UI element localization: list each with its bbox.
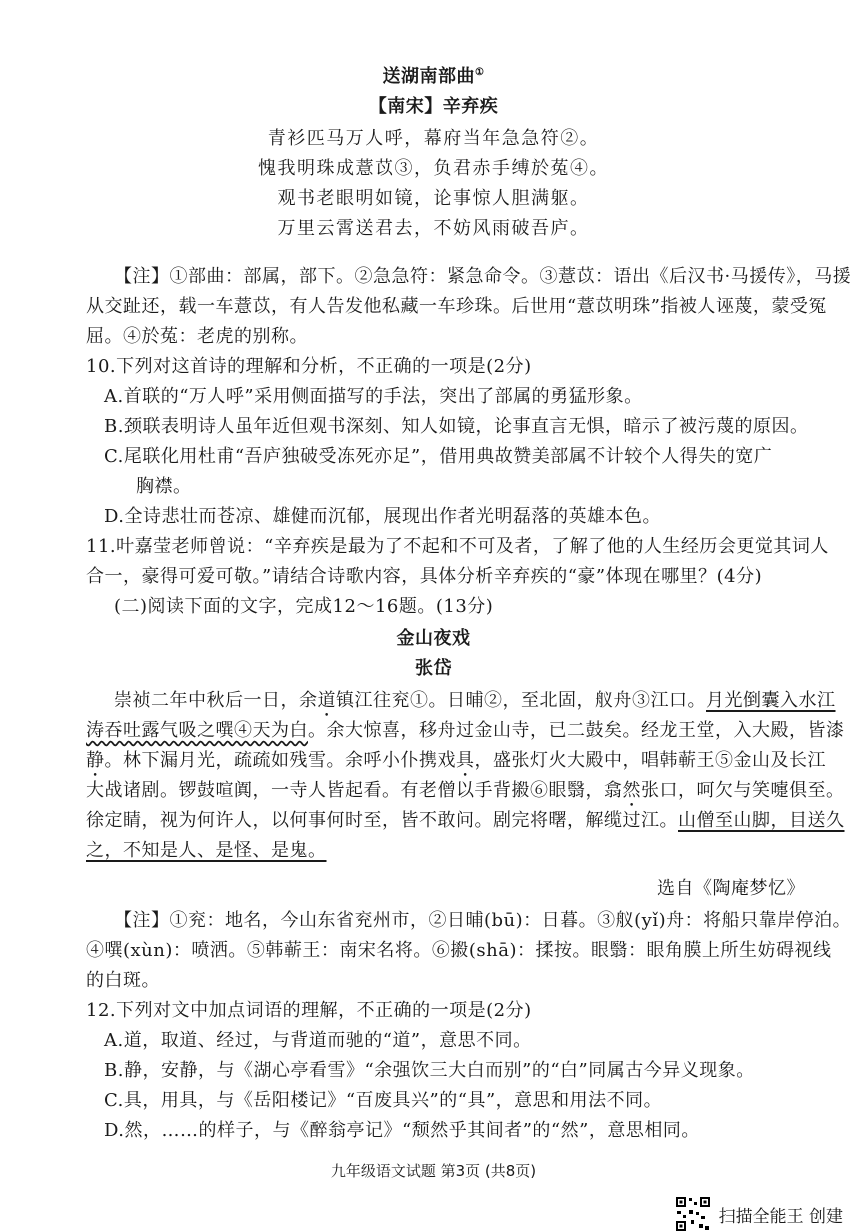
poem-title: 送湖南部曲①: [382, 66, 485, 87]
question-12-option-a: A.道，取道、经过，与背道而驰的“道”，意思不同。: [104, 1030, 532, 1051]
prose-line: 大战诸剧。锣鼓喧阗，一寺人皆起看。有老僧以手背摋⑥眼翳，翕然张口，呵欠与笑嚏俱至。: [86, 780, 845, 801]
question-10-option-d: D.全诗悲壮而苍凉、雄健而沉郁，展现出作者光明磊落的英雄本色。: [104, 506, 662, 527]
poem-line: 愧我明珠成薏苡③，负君赤手缚於菟④。: [258, 158, 609, 179]
question-10-option-c: C.尾联化用杜甫“吾庐独破受冻死亦足”，借用典故赞美部属不计较个人得失的宽广: [104, 446, 773, 467]
prose-note: ④噀(xùn)：喷洒。⑤韩蕲王：南宋名将。⑥摋(shā)：揉按。眼翳：眼角膜上所生妨碍视线: [86, 940, 832, 961]
poem-line: 观书老眼明如镜，论事惊人胆满躯。: [277, 188, 590, 209]
question-11-line2: 合一，豪得可爱可敬。”请结合诗歌内容，具体分析辛弃疾的“豪”体现在哪里？(4分): [86, 566, 763, 587]
underlined-sentence: 山僧至山脚，目送久: [678, 810, 845, 831]
page-footer: 九年级语文试题 第3页 (共8页): [330, 1162, 537, 1180]
poem-note: 从交趾还，载一车薏苡，有人告发他私藏一车珍珠。后世用“薏苡明珠”指被人诬蔑，蒙受冤: [86, 296, 827, 317]
underlined-sentence: 之，不知是人、是怪、是鬼。: [86, 840, 327, 861]
question-12-option-b: B.静，安静，与《湖心亭看雪》“余强饮三大白而别”的“白”同属古今异义现象。: [104, 1060, 755, 1081]
dotted-word: 静: [86, 750, 105, 771]
prose-author: 张岱: [415, 658, 452, 679]
poem-note: 屈。④於菟：老虎的别称。: [86, 326, 308, 347]
poem-line: 万里云霄送君去，不妨风雨破吾庐。: [277, 218, 590, 239]
dotted-word: 具: [456, 750, 475, 771]
scanner-watermark-text: 扫描全能王 创建: [718, 1206, 843, 1227]
underlined-sentence: 月光倒囊入水江: [706, 690, 836, 711]
question-10-option-a: A.首联的“万人呼”采用侧面描写的手法，突出了部属的勇猛形象。: [104, 386, 643, 407]
prose-title: 金山夜戏: [396, 628, 471, 649]
qr-code-icon: [675, 1196, 711, 1232]
question-10-option-c-cont: 胸襟。: [136, 476, 192, 497]
question-12-option-c: C.具，用具，与《岳阳楼记》“百废具兴”的“具”，意思和用法不同。: [104, 1090, 663, 1111]
prose-line: 徐定睛，视为何许人，以何事何时至，皆不敢问。剧完将曙，解缆过江。山僧至山脚，目送久: [86, 810, 845, 831]
section-2-heading: (二)阅读下面的文字，完成12～16题。(13分): [114, 596, 494, 617]
question-11-line1: 11.叶嘉莹老师曾说：“辛弃疾是最为了不起和不可及者，了解了他的人生经历会更觉其词人: [86, 536, 829, 557]
prose-line: 静。林下漏月光，疏疏如残雪。余呼小仆携戏具，盛张灯火大殿中，唱韩蕲王⑤金山及长江: [86, 750, 826, 771]
prose-line: 涛吞吐露气吸之噀④天为白。余大惊喜，移舟过金山寺，已二鼓矣。经龙王堂，入大殿，皆漆: [86, 720, 845, 741]
dotted-word: 然: [622, 780, 641, 801]
poem-note: 【注】①部曲：部属，部下。②急急符：紧急命令。③薏苡：语出《后汉书·马援传》，马援: [114, 266, 852, 287]
prose-line: 崇祯二年中秋后一日，余道镇江往兖①。日晡②，至北固，舣舟③江口。月光倒囊入水江: [114, 690, 836, 711]
prose-note: 【注】①兖：地名，今山东省兖州市，②日晡(bū)：日暮。③舣(yǐ)舟：将船只靠岸停泊。: [114, 910, 852, 931]
question-10-option-b: B.颈联表明诗人虽年近但观书深刻、知人如镜，论事直言无惧，暗示了被污蔑的原因。: [104, 416, 809, 437]
question-10-stem: 10.下列对这首诗的理解和分析，不正确的一项是(2分): [86, 356, 532, 377]
prose-line: [86, 836, 805, 866]
prose-source: 选自《陶庵梦忆》: [657, 878, 805, 899]
question-12-stem: 12.下列对文中加点词语的理解，不正确的一项是(2分): [86, 1000, 532, 1021]
wavy-underlined-sentence: 涛吞吐露气吸之噀④天为白: [86, 720, 308, 741]
poem-line: 青衫匹马万人呼，幕府当年急急符②。: [267, 128, 600, 149]
poem-author: 【南宋】辛弃疾: [368, 96, 499, 117]
dotted-word: 道: [317, 690, 336, 711]
scanner-watermark: [675, 1196, 843, 1232]
prose-note: 的白斑。: [86, 970, 160, 991]
question-12-option-d: D.然，……的样子，与《醉翁亭记》“颓然乎其间者”的“然”，意思相同。: [104, 1120, 700, 1141]
